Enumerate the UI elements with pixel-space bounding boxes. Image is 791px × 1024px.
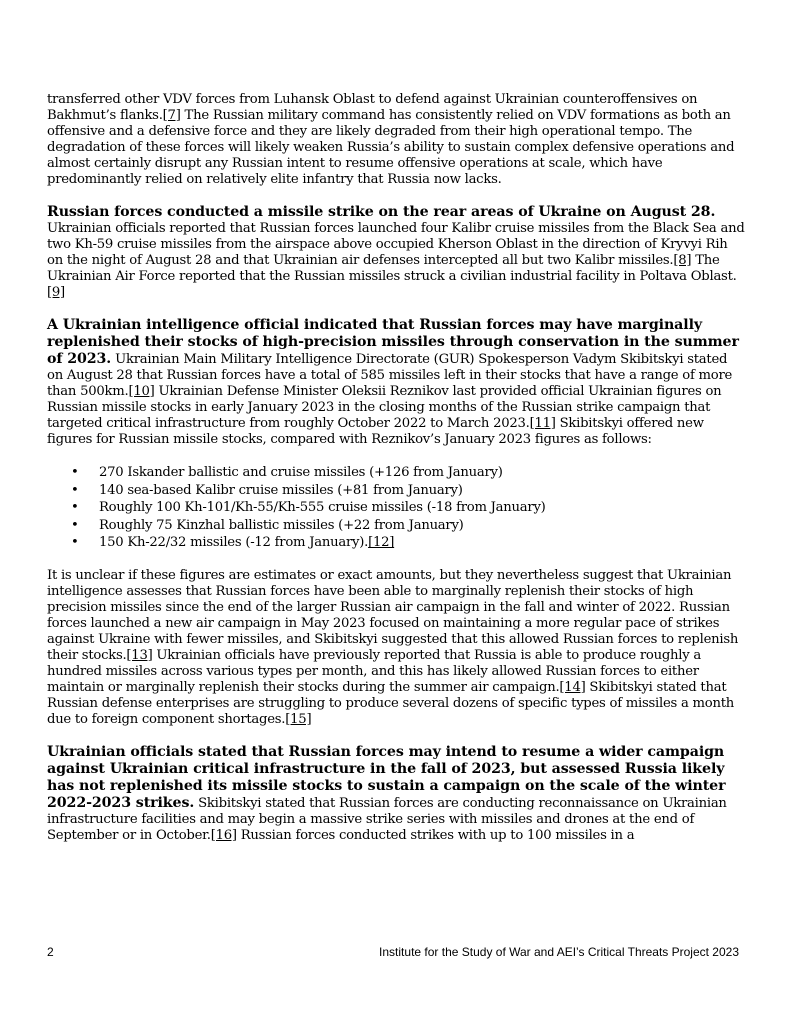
paragraph-text: It is unclear if these figures are estimates or exact amounts, but they nevertheless suggest that Ukrainian intelligence assesses that Russian forces have been able to marginally replenish their stocks of high precision missiles since the end of the larger Russian air campaign in the fall and winter of 2022. Russian forces launched a new air campaign in May 2023 focused on maintaining a more regular pace of strikes against Ukraine with fewer missiles, and Skibitskyi suggested that this allowed Russian forces to replenish their stocks.: [47, 567, 739, 663]
paragraph-missile-stocks: [47, 317, 747, 448]
footnote-link-10[interactable]: [10]: [128, 384, 155, 399]
list-item-text: 150 Kh-22/32 missiles (-12 from January).: [99, 535, 369, 551]
paragraph-lead: Ukrainian officials stated that Russian forces may intend to resume a wider campaign against Ukrainian critical infrastructure in the fall of 2023, but assessed Russia likely has not replenished its missile stocks to sustain a campaign on the scale of the winter 2022-2023 strikes.: [47, 743, 726, 811]
paragraph-text: Skibitskyi offered new figures for Russian missile stocks, compared with Reznikov’s January 2023 figures as follows:: [47, 416, 704, 447]
footnote-link-16[interactable]: [16]: [210, 827, 237, 843]
paragraph-lead: Russian forces conducted a missile strike on the rear areas of Ukraine on August 28.: [47, 204, 716, 220]
paragraph-text: Ukrainian officials have previously reported that Russia is able to produce roughly a hundred missiles across various types per month, and this has likely allowed Russian forces to either maintain or marginally replenish their stocks during the summer air campaign.: [47, 647, 701, 695]
bullet-glyph: •: [71, 500, 79, 516]
paragraph-text: Skibitskyi stated that Russian forces are conducting reconnaissance on Ukrainian infrastructure facilities and may begin a massive strike series with missiles and drones at the end of September or in October.: [47, 795, 727, 843]
bullet-glyph: •: [71, 465, 79, 480]
footnote-link-9[interactable]: [9]: [47, 285, 65, 300]
list-item: [71, 482, 747, 500]
paragraph-text: Ukrainian Defense Minister Oleksii Reznikov last provided official Ukrainian figures on Russian missile stocks in early January 2023 in the closing months of the Russian strike campaign that targeted critical infrastructure from roughly October 2022 to March 2023.: [47, 384, 722, 431]
list-item: [71, 464, 747, 482]
bullet-glyph: •: [71, 535, 79, 551]
footnote-link-13[interactable]: [13]: [126, 647, 153, 663]
list-item-text: Roughly 75 Kinzhal ballistic missiles (+22 from January): [99, 517, 464, 533]
page-number: 2: [47, 945, 54, 959]
bullet-glyph: •: [71, 517, 79, 533]
footnote-link-14[interactable]: [14]: [559, 679, 586, 695]
footer-credit: Institute for the Study of War and AEI’s Critical Threats Project 2023: [379, 945, 739, 959]
list-item-text: 270 Iskander ballistic and cruise missiles (+126 from January): [99, 465, 503, 480]
list-item: [71, 517, 747, 535]
paragraph-text: The Ukrainian Air Force reported that the Russian missiles struck a civilian industrial facility in Poltava Oblast.: [47, 253, 737, 284]
footnote-link-12[interactable]: [12]: [368, 535, 395, 551]
paragraph-lead: A Ukrainian intelligence official indicated that Russian forces may have marginally replenished their stocks of high-precision missiles through conservation in the summer of 2023.: [47, 317, 739, 367]
list-item-text: 140 sea-based Kalibr cruise missiles (+81 from January): [99, 482, 463, 498]
missile-stock-list: [47, 464, 747, 552]
paragraph-text: The Russian military command has consistently relied on VDV formations as both an offensive and a defensive force and they are likely degraded from their high operational tempo. The degradation of these forces will likely weaken Russia’s ability to sustain complex defensive operations and almost certainly disrupt any Russian intent to resume offensive operations at scale, which have predominantly relied on relatively elite infantry that Russia now lacks.: [47, 108, 735, 187]
paragraph-text: Russian forces conducted strikes with up to 100 missiles in a: [236, 827, 635, 843]
paragraph-stock-assessment: [47, 568, 747, 728]
list-item: [71, 499, 747, 517]
list-item: [71, 534, 747, 552]
paragraph-text: transferred other VDV forces from Luhansk Oblast to defend against Ukrainian counteroffensives on Bakhmut’s flanks.: [47, 92, 698, 123]
bullet-glyph: •: [71, 482, 79, 498]
paragraph-text: Skibitskyi stated that Russian defense enterprises are struggling to produce several dozens of specific types of missiles a month due to foreign component shortages.: [47, 679, 735, 727]
paragraph-missile-strike-aug28: [47, 204, 747, 301]
document-body: [47, 92, 747, 860]
footnote-link-15[interactable]: [15]: [285, 711, 312, 727]
paragraph-text: Ukrainian officials reported that Russian forces launched four Kalibr cruise missiles from the Black Sea and two Kh-59 cruise missiles from the airspace above occupied Kherson Oblast in the direction of Kryvyi Rih on the night of August 28 and that Ukrainian air defenses intercepted all but two Kalibr missiles.: [47, 221, 745, 268]
paragraph-fall-campaign: [47, 744, 747, 844]
list-item-text: Roughly 100 Kh-101/Kh-55/Kh-555 cruise missiles (-18 from January): [99, 500, 546, 516]
paragraph-text: Ukrainian Main Military Intelligence Directorate (GUR) Spokesperson Vadym Skibitskyi stated on August 28 that Russian forces have a total of 585 missiles left in their stocks that have a range of more than 500km.: [47, 352, 733, 399]
footnote-link-11[interactable]: [11]: [529, 416, 556, 431]
footnote-link-8[interactable]: [8]: [673, 253, 692, 268]
footnote-link-7[interactable]: [7]: [162, 108, 181, 123]
paragraph-vdv-forces: [47, 92, 747, 188]
